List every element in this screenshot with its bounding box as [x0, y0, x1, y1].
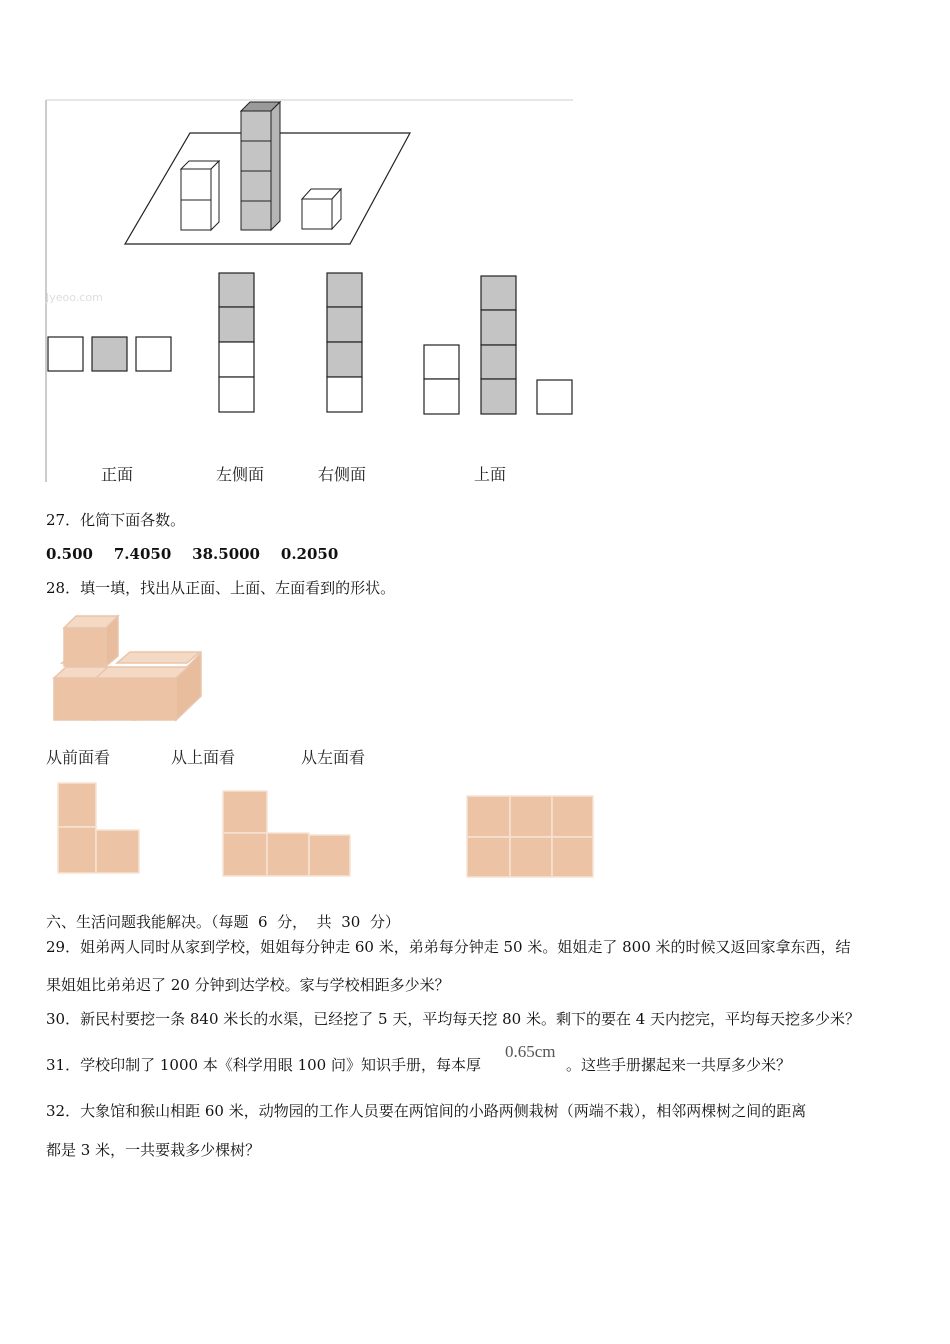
q31-thickness: 0.65cm: [505, 1042, 556, 1061]
q27-prompt: 27．化简下面各数。: [46, 511, 186, 529]
q27-numbers: 0.500 7.4050 38.5000 0.2050: [46, 545, 339, 563]
label-left-side: 左侧面: [216, 465, 265, 484]
view-left-side: [219, 273, 254, 412]
label-front: 正面: [101, 465, 134, 484]
q32-line1: 32．大象馆和猴山相距 60 米，动物园的工作人员要在两馆间的小路两侧栽树（两端不栽），相邻两棵树之间的距离: [46, 1102, 807, 1120]
stack-two-white: [181, 161, 219, 230]
q28-label-left: 从左面看: [301, 748, 366, 767]
view-top: [424, 276, 572, 414]
q31-before: 31．学校印制了 1000 本《科学用眼 100 问》知识手册，每本厚: [46, 1056, 481, 1074]
q32-line2: 都是 3 米，一共要栽多少棵树？: [46, 1141, 261, 1159]
view-right-side: [327, 273, 362, 412]
q28-label-front: 从前面看: [46, 748, 111, 767]
label-right-side: 右侧面: [318, 465, 367, 484]
q28-view-left: [464, 793, 596, 881]
q28-view-top: [220, 788, 355, 880]
q31-line: [46, 1055, 481, 1075]
q28-solid-figure: [46, 610, 216, 730]
single-white-cube: [302, 189, 341, 229]
section6-title: 六、生活问题我能解决。（每题 6 分， 共 30 分）: [46, 913, 400, 931]
label-top: 上面: [474, 465, 507, 484]
watermark: Jyeoo.com: [46, 291, 103, 304]
q28-label-top: 从上面看: [171, 748, 236, 767]
view-front: [48, 337, 171, 371]
q28-view-front: [55, 780, 145, 880]
q28-prompt: 28．填一填，找出从正面、上面、左面看到的形状。: [46, 579, 396, 597]
cube-views-diagram: [0, 0, 600, 500]
q29-line2: 果姐姐比弟弟迟了 20 分钟到达学校。家与学校相距多少米？: [46, 976, 450, 994]
stack-four-gray: [241, 102, 280, 230]
q30-line1: 30．新民村要挖一条 840 米长的水渠，已经挖了 5 天，平均每天挖 80 米。剩下的要在 4 天内挖完，平均每天挖多少米？: [46, 1010, 861, 1028]
figure-cube-views: [0, 0, 600, 500]
q31-after: 。这些手册摞起来一共厚多少米？: [566, 1056, 792, 1074]
q29-line1: 29．姐弟两人同时从家到学校，姐姐每分钟走 60 米，弟弟每分钟走 50 米。姐姐走了 800 米的时候又返回家拿东西，结: [46, 938, 851, 956]
